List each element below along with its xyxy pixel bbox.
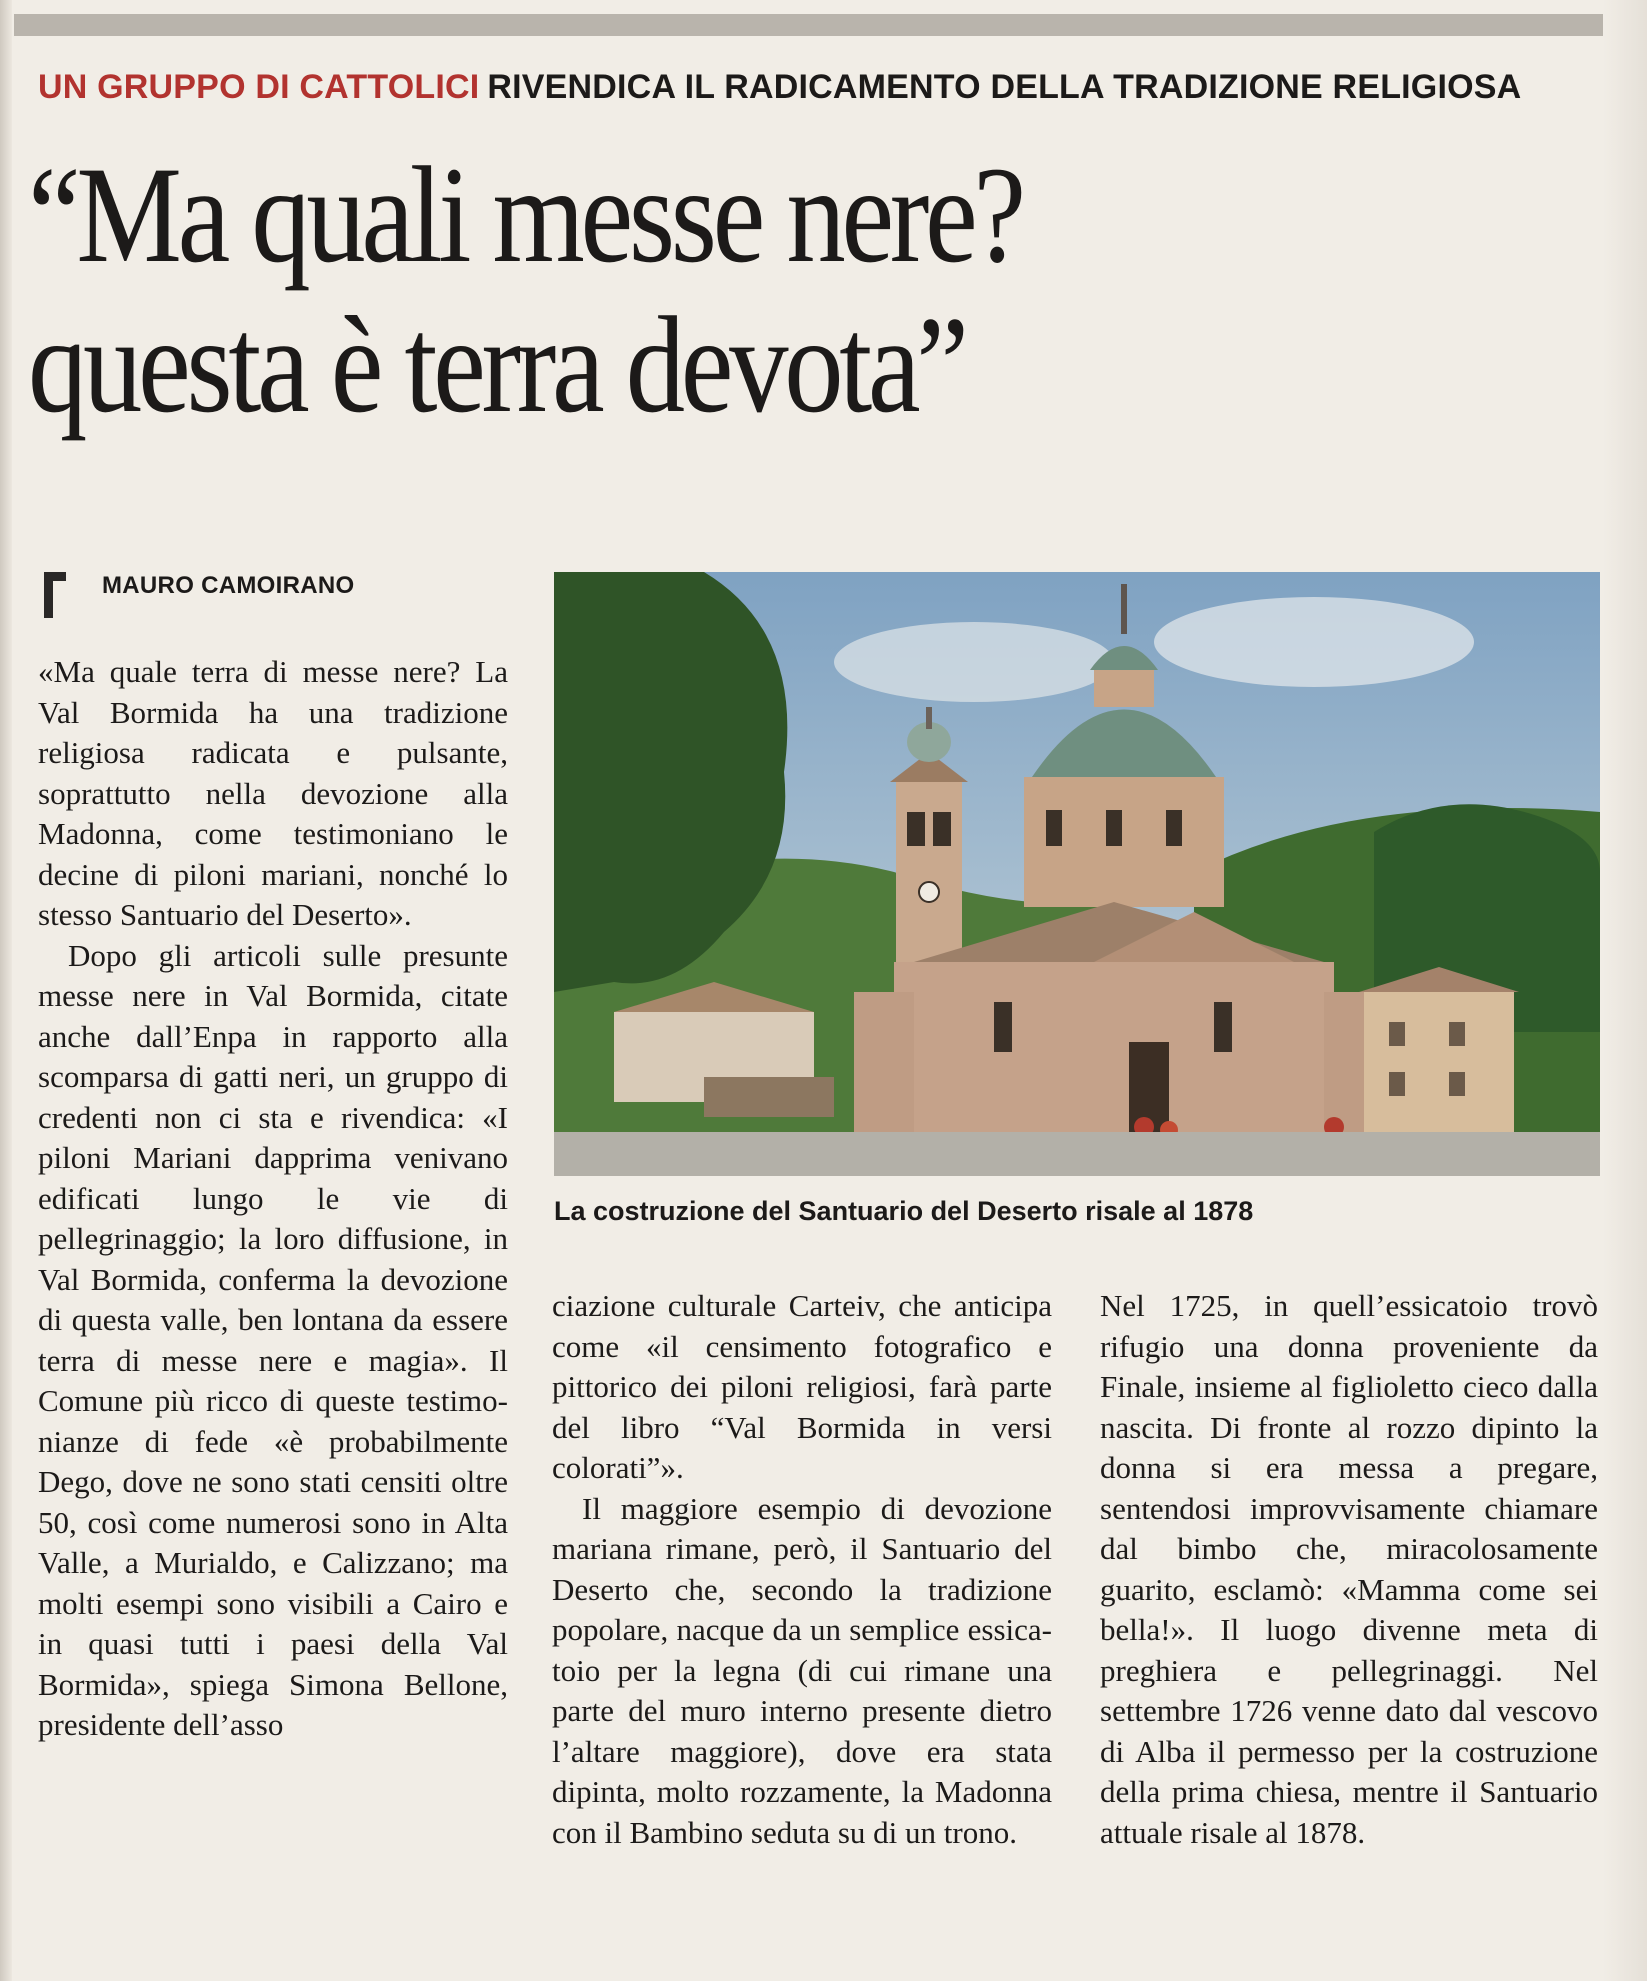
- top-rule: [14, 14, 1604, 36]
- kicker-black: RIVENDICA IL RADICAMENTO DELLA TRADIZIONE RELIGIOSA: [487, 68, 1522, 106]
- column-1: [38, 652, 508, 1746]
- paragraph: Dopo gli articoli sulle presunte messe nere in Val Bormida, citate anche dall’Enpa in rapporto alla scomparsa di gatti neri, un gruppo di credenti non ci sta e rivendica: «I piloni Mariani dapprima venivano edificati lungo le vie di pellegrinaggio; la loro diffusione, in Val Bormida, conferma la devozione di questa valle, ben lontana da essere terra di messe nere e magia». Il Comune più ricco di queste testimonianze di fede «è probabilmente Dego, dove ne sono stati censiti oltre 50, così come numerosi sono in Alta Valle, a Murialdo, e Calizzano; ma molti esempi sono visibili a Cairo e in quasi tutti i paesi della Val Bormida», spiega Simona Bellone, presidente dell’asso: [38, 937, 508, 1742]
- byline: MAURO CAMOIRANO: [102, 572, 355, 599]
- paragraph: «Ma quale terra di messe nere? La Val Bormida ha una tradizione religiosa radicata e pulsante, soprattutto nella devozione alla Madonna, come testimoniano le decine di piloni mariani, nonché lo stesso Santuario del Deserto».: [38, 654, 508, 932]
- byline-corner-mark: [44, 572, 66, 618]
- paragraph: Nel 1725, in quell’essicatoio trovò rifugio una donna proveniente da Finale, insieme al figlioletto cieco dalla nascita. Di fronte al rozzo dipinto la donna si era messa a pregare, sentendosi improvvisamente chiamare dal bimbo che, miracolosamente guarito, esclamò: «Mamma come sei bella!». Il luogo divenne meta di preghiera e pellegrinaggi. Nel settembre 1726 venne dato dal vescovo di Alba il permesso per la costruzione della prima chiesa, mentre il Santuario attuale risale al 1878.: [1100, 1288, 1598, 1850]
- headline-line-1: “Ma quali messe nere?: [28, 138, 1022, 291]
- headline-line-2: questa è terra devota”: [28, 288, 965, 441]
- kicker-red: UN GRUPPO DI CATTOLICI: [38, 68, 480, 106]
- paragraph: Il maggiore esempio di devozione mariana rimane, però, il Santuario del Deserto che, secondo la tradizione popolare, nacque da un semplice essicatoio per la legna (di cui rimane una parte del muro interno presente dietro l’altare maggiore), dove era stata dipinta, molto rozzamente, la Madonna con il Bambino seduta su di un trono.: [552, 1490, 1052, 1850]
- photo-caption: La costruzione del Santuario del Deserto risale al 1878: [554, 1196, 1254, 1226]
- sanctuary-photo: [554, 572, 1600, 1176]
- page-edge: [0, 0, 12, 1981]
- page-edge-right: [1603, 0, 1647, 1981]
- headline: [28, 140, 1404, 440]
- column-2: [552, 1286, 1052, 1853]
- kicker: [38, 68, 1521, 107]
- column-3: [1100, 1286, 1598, 1853]
- paragraph: ciazione culturale Carteiv, che anticipa come «il censimento fotografico e pittorico dei piloni religiosi, farà parte del libro “Val Bormida in versi colorati”».: [552, 1288, 1052, 1485]
